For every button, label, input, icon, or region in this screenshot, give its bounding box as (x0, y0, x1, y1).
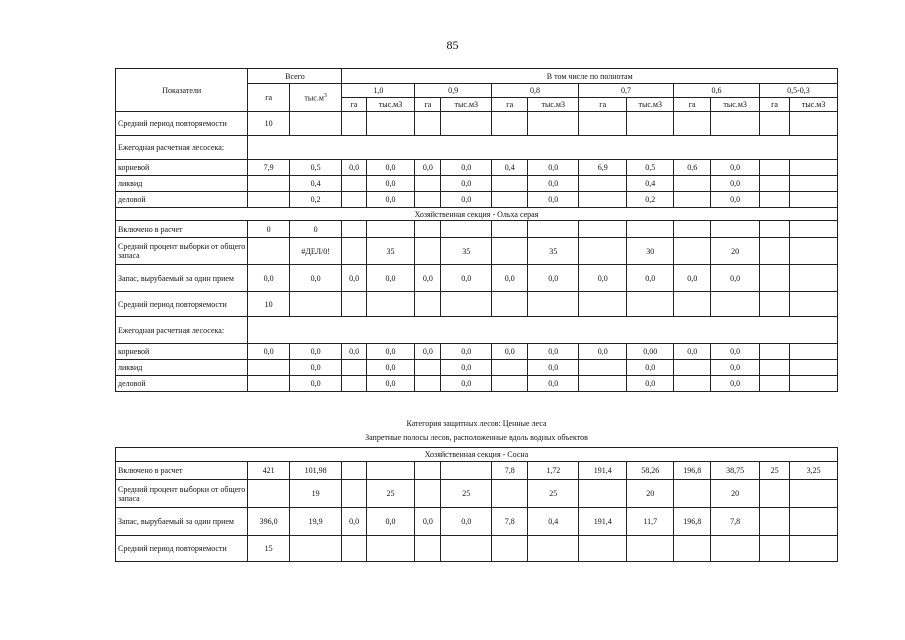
total-m3-cell: #ДЕЛ/0! (289, 238, 342, 265)
value-cell (492, 192, 528, 208)
value-cell (342, 176, 366, 192)
value-cell (790, 292, 838, 317)
empty-cell (248, 317, 838, 344)
value-cell: 3,25 (790, 462, 838, 480)
value-cell (492, 536, 528, 562)
page-number: 85 (446, 38, 459, 52)
value-cell: 0,0 (415, 344, 441, 360)
value-cell: 0,4 (627, 176, 674, 192)
value-cell (366, 292, 415, 317)
value-cell (492, 176, 528, 192)
row-label: Средний процент выборки от общего запаса (116, 238, 248, 265)
value-cell (759, 360, 789, 376)
row-label: Средний период повторяемости (116, 292, 248, 317)
value-cell: 0,0 (366, 160, 415, 176)
value-cell: 0,0 (528, 160, 579, 176)
value-cell (342, 221, 366, 238)
value-cell: 0,0 (528, 344, 579, 360)
value-cell: 0,00 (627, 344, 674, 360)
sub-header-ha: га (673, 98, 710, 112)
value-cell (342, 192, 366, 208)
table-row (116, 265, 838, 292)
empty-cell (248, 136, 838, 160)
value-cell (790, 192, 838, 208)
value-cell (415, 221, 441, 238)
total-m3-cell: 0,0 (289, 265, 342, 292)
value-cell (790, 160, 838, 176)
table-row (116, 317, 838, 344)
row-label: деловой (116, 192, 248, 208)
value-cell (790, 508, 838, 536)
value-cell (342, 112, 366, 136)
total-ha-cell: 10 (248, 112, 289, 136)
value-cell: 25 (528, 480, 579, 508)
value-cell: 0,0 (366, 376, 415, 392)
value-cell (492, 292, 528, 317)
table-row (116, 344, 838, 360)
value-cell (441, 536, 492, 562)
value-cell (342, 480, 366, 508)
total-ha-cell: 396,0 (248, 508, 289, 536)
value-cell (673, 536, 710, 562)
sub-header-ha: га (342, 98, 366, 112)
value-cell: 0,0 (366, 176, 415, 192)
value-cell: 20 (711, 238, 760, 265)
value-cell (673, 360, 710, 376)
sub-header-ha: га (415, 98, 441, 112)
caption-category: Категория защитных лесов: Ценные леса (406, 419, 547, 428)
value-cell: 0,0 (366, 508, 415, 536)
header-by-density: В том числе по полнотам (342, 69, 838, 84)
value-cell (366, 112, 415, 136)
sub-header-m3: тыс.м3 (711, 98, 760, 112)
total-m3-cell: 0,0 (289, 376, 342, 392)
value-cell (673, 292, 710, 317)
value-cell: 0,0 (711, 376, 760, 392)
value-cell (415, 536, 441, 562)
value-cell (415, 238, 441, 265)
value-cell: 7,8 (711, 508, 760, 536)
value-cell: 35 (528, 238, 579, 265)
value-cell: 20 (627, 480, 674, 508)
value-cell: 0,0 (528, 360, 579, 376)
table-row (116, 238, 838, 265)
value-cell: 0,0 (415, 265, 441, 292)
table-row (116, 448, 838, 462)
sub-header-ha: га (578, 98, 627, 112)
value-cell: 0,0 (492, 344, 528, 360)
row-label: Ежегодная расчетная лесосека: (116, 136, 248, 160)
value-cell: 25 (366, 480, 415, 508)
density-header: 0,6 (673, 84, 759, 98)
value-cell (759, 192, 789, 208)
row-label: ликвид (116, 176, 248, 192)
value-cell: 0,0 (492, 265, 528, 292)
sub-header-m3: тыс.м3 (528, 98, 579, 112)
value-cell (790, 176, 838, 192)
table-row (116, 160, 838, 176)
value-cell: 30 (627, 238, 674, 265)
value-cell: 191,4 (578, 508, 627, 536)
value-cell: 0,0 (673, 265, 710, 292)
value-cell (415, 480, 441, 508)
header-thous-m3: $тыс.м^3$ (289, 84, 342, 112)
table-row (116, 508, 838, 536)
value-cell (790, 112, 838, 136)
value-cell: 0,0 (441, 376, 492, 392)
value-cell (578, 292, 627, 317)
value-cell (759, 238, 789, 265)
total-m3-cell: 0,0 (289, 360, 342, 376)
value-cell: 0,0 (578, 265, 627, 292)
total-ha-cell: 15 (248, 536, 289, 562)
value-cell (790, 344, 838, 360)
value-cell (627, 536, 674, 562)
total-ha-cell (248, 176, 289, 192)
value-cell (578, 192, 627, 208)
forest-table-main (115, 68, 838, 392)
sub-header-m3: тыс.м3 (790, 98, 838, 112)
value-cell (673, 112, 710, 136)
value-cell (759, 265, 789, 292)
value-cell: 0,6 (673, 160, 710, 176)
value-cell (528, 292, 579, 317)
table-row (116, 176, 838, 192)
sub-header-m3: тыс.м3 (627, 98, 674, 112)
row-label: деловой (116, 376, 248, 392)
total-m3-cell (289, 112, 342, 136)
table-row (116, 221, 838, 238)
row-label: ликвид (116, 360, 248, 376)
total-ha-cell: 0 (248, 221, 289, 238)
value-cell (790, 536, 838, 562)
total-m3-cell: 101,98 (289, 462, 342, 480)
table-row (116, 462, 838, 480)
value-cell (578, 376, 627, 392)
value-cell (441, 221, 492, 238)
value-cell (492, 112, 528, 136)
value-cell (342, 292, 366, 317)
value-cell (441, 462, 492, 480)
row-label: корневой (116, 344, 248, 360)
value-cell (673, 176, 710, 192)
value-cell (415, 462, 441, 480)
value-cell (711, 536, 760, 562)
caption-zone: Запретные полосы лесов, расположенные вдоль водных объектов (365, 433, 588, 442)
total-ha-cell (248, 480, 289, 508)
table-row (116, 536, 838, 562)
value-cell: 0,2 (627, 192, 674, 208)
value-cell (415, 112, 441, 136)
value-cell (415, 176, 441, 192)
value-cell (366, 536, 415, 562)
value-cell (790, 221, 838, 238)
row-label: Запас, вырубаемый за один прием (116, 508, 248, 536)
row-label: Средний период повторяемости (116, 536, 248, 562)
value-cell (759, 344, 789, 360)
value-cell (711, 221, 760, 238)
value-cell (790, 238, 838, 265)
value-cell (759, 112, 789, 136)
value-cell (759, 480, 789, 508)
total-m3-cell: 0 (289, 221, 342, 238)
value-cell: 25 (759, 462, 789, 480)
value-cell (415, 292, 441, 317)
table-row (116, 208, 838, 221)
value-cell (342, 536, 366, 562)
table-row (116, 192, 838, 208)
row-label: Средний период повторяемости (116, 112, 248, 136)
value-cell (578, 536, 627, 562)
value-cell: 0,0 (441, 265, 492, 292)
value-cell: 0,0 (342, 160, 366, 176)
value-cell (673, 480, 710, 508)
value-cell: 38,75 (711, 462, 760, 480)
value-cell: 0,0 (627, 265, 674, 292)
table-row (116, 480, 838, 508)
value-cell (711, 292, 760, 317)
value-cell: 0,0 (528, 265, 579, 292)
value-cell (790, 376, 838, 392)
header-indicators: Показатели (116, 69, 248, 112)
row-label: корневой (116, 160, 248, 176)
value-cell: 0,0 (366, 344, 415, 360)
value-cell (492, 480, 528, 508)
value-cell: 0,0 (415, 508, 441, 536)
row-label: Средний процент выборки от общего запаса (116, 480, 248, 508)
value-cell (492, 376, 528, 392)
total-ha-cell (248, 376, 289, 392)
total-ha-cell (248, 238, 289, 265)
value-cell (627, 221, 674, 238)
value-cell: 0,0 (627, 360, 674, 376)
value-cell: 0,0 (342, 344, 366, 360)
value-cell (492, 221, 528, 238)
density-header: 1,0 (342, 84, 415, 98)
sub-header-m3: тыс.м3 (441, 98, 492, 112)
row-label: Ежегодная расчетная лесосека: (116, 317, 248, 344)
value-cell (627, 292, 674, 317)
header-total: Всего (248, 69, 342, 84)
value-cell: 0,0 (528, 376, 579, 392)
value-cell: 0,0 (441, 344, 492, 360)
value-cell (528, 536, 579, 562)
sub-header-ha: га (492, 98, 528, 112)
value-cell: 0,0 (711, 265, 760, 292)
value-cell: 25 (441, 480, 492, 508)
value-cell (790, 480, 838, 508)
value-cell: 0,4 (492, 160, 528, 176)
total-ha-cell: 10 (248, 292, 289, 317)
value-cell (578, 221, 627, 238)
value-cell: 0,0 (711, 344, 760, 360)
value-cell (759, 376, 789, 392)
value-cell (673, 192, 710, 208)
value-cell: 0,0 (415, 160, 441, 176)
value-cell: 0,5 (627, 160, 674, 176)
total-ha-cell: 7,9 (248, 160, 289, 176)
value-cell: 20 (711, 480, 760, 508)
value-cell (578, 176, 627, 192)
total-m3-cell: 0,0 (289, 344, 342, 360)
total-m3-cell (289, 292, 342, 317)
value-cell: 0,4 (528, 508, 579, 536)
total-ha-cell: 0,0 (248, 344, 289, 360)
value-cell: 58,26 (627, 462, 674, 480)
value-cell: 0,0 (441, 360, 492, 376)
total-m3-cell: 0,4 (289, 176, 342, 192)
value-cell (366, 221, 415, 238)
value-cell: 6,9 (578, 160, 627, 176)
value-cell (441, 292, 492, 317)
value-cell (711, 112, 760, 136)
value-cell: 0,0 (342, 265, 366, 292)
value-cell (673, 238, 710, 265)
value-cell (759, 176, 789, 192)
value-cell: 0,0 (366, 192, 415, 208)
section-banner: Хозяйственная секция - Ольха серая (116, 208, 838, 221)
value-cell (759, 536, 789, 562)
value-cell (342, 360, 366, 376)
value-cell (415, 376, 441, 392)
value-cell (492, 238, 528, 265)
table-row (116, 136, 838, 160)
value-cell: 0,0 (441, 508, 492, 536)
table-row (116, 292, 838, 317)
total-m3-cell: 0,2 (289, 192, 342, 208)
sub-header-m3: тыс.м3 (366, 98, 415, 112)
row-label: Запас, вырубаемый за один прием (116, 265, 248, 292)
value-cell: 35 (366, 238, 415, 265)
value-cell: 0,0 (528, 192, 579, 208)
value-cell (578, 480, 627, 508)
value-cell: 0,0 (711, 176, 760, 192)
header-ha: га (248, 84, 289, 112)
value-cell (627, 112, 674, 136)
value-cell: 1,72 (528, 462, 579, 480)
total-m3-cell (289, 536, 342, 562)
value-cell: 0,0 (673, 344, 710, 360)
value-cell: 0,0 (711, 192, 760, 208)
value-cell (415, 360, 441, 376)
total-m3-cell: 19,9 (289, 508, 342, 536)
value-cell: 0,0 (627, 376, 674, 392)
section-banner: Хозяйственная секция - Сосна (116, 448, 838, 462)
total-m3-cell: 19 (289, 480, 342, 508)
value-cell: 0,0 (441, 160, 492, 176)
value-cell: 196,8 (673, 462, 710, 480)
total-m3-cell: 0,5 (289, 160, 342, 176)
value-cell: 0,0 (578, 344, 627, 360)
value-cell (528, 221, 579, 238)
value-cell: 196,8 (673, 508, 710, 536)
value-cell: 7,8 (492, 462, 528, 480)
forest-table-pine (115, 447, 838, 562)
value-cell: 0,0 (342, 508, 366, 536)
value-cell: 0,0 (366, 360, 415, 376)
value-cell (673, 376, 710, 392)
value-cell (342, 376, 366, 392)
value-cell: 191,4 (578, 462, 627, 480)
table-row (116, 376, 838, 392)
value-cell (790, 360, 838, 376)
value-cell (342, 462, 366, 480)
total-ha-cell: 421 (248, 462, 289, 480)
value-cell (759, 292, 789, 317)
value-cell (578, 238, 627, 265)
value-cell (578, 360, 627, 376)
total-ha-cell (248, 360, 289, 376)
value-cell: 35 (441, 238, 492, 265)
value-cell (415, 192, 441, 208)
table-row (116, 112, 838, 136)
density-header: 0,7 (578, 84, 673, 98)
value-cell (759, 160, 789, 176)
value-cell: 0,0 (441, 192, 492, 208)
value-cell (528, 112, 579, 136)
value-cell (366, 462, 415, 480)
density-header: 0,8 (492, 84, 579, 98)
total-ha-cell (248, 192, 289, 208)
value-cell (759, 221, 789, 238)
total-ha-cell: 0,0 (248, 265, 289, 292)
value-cell (342, 238, 366, 265)
value-cell: 11,7 (627, 508, 674, 536)
value-cell (673, 221, 710, 238)
table-row (116, 360, 838, 376)
density-header: 0,5-0,3 (759, 84, 837, 98)
row-label: Включено в расчет (116, 221, 248, 238)
value-cell (492, 360, 528, 376)
sub-header-ha: га (759, 98, 789, 112)
value-cell (790, 265, 838, 292)
value-cell (759, 508, 789, 536)
value-cell (441, 112, 492, 136)
row-label: Включено в расчет (116, 462, 248, 480)
value-cell: 0,0 (528, 176, 579, 192)
density-header: 0,9 (415, 84, 492, 98)
value-cell: 0,0 (711, 160, 760, 176)
value-cell: 0,0 (711, 360, 760, 376)
value-cell: 7,8 (492, 508, 528, 536)
value-cell (578, 112, 627, 136)
value-cell: 0,0 (441, 176, 492, 192)
value-cell: 0,0 (366, 265, 415, 292)
